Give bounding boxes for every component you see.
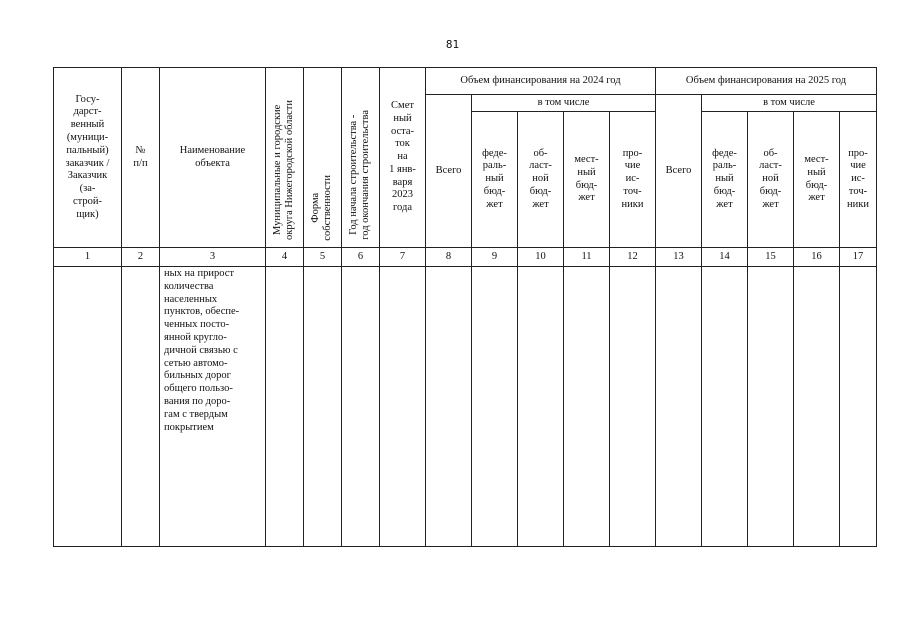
header-other-2025: про- чие ис- точ- ники xyxy=(840,112,877,248)
column-number: 14 xyxy=(702,248,748,267)
column-number: 1 xyxy=(54,248,122,267)
header-total-2024: Всего xyxy=(426,95,472,248)
column-number: 8 xyxy=(426,248,472,267)
column-number: 13 xyxy=(656,248,702,267)
cell-other-2024 xyxy=(610,267,656,547)
column-number: 9 xyxy=(472,248,518,267)
column-number: 2 xyxy=(122,248,160,267)
header-object-name: Наименование объекта xyxy=(160,68,266,248)
header-including-2025: в том числе xyxy=(702,95,877,112)
column-number: 12 xyxy=(610,248,656,267)
header-years: Год начала строительства - год окончания строительства xyxy=(342,68,380,248)
column-number: 16 xyxy=(794,248,840,267)
header-customer: Госу- дарст- венный (муници- пальный) заказчик / Заказчик (за- строй- щик) xyxy=(54,68,122,248)
cell-other-2025 xyxy=(840,267,877,547)
column-number: 11 xyxy=(564,248,610,267)
header-regional-2025: об- ласт- ной бюд- жет xyxy=(748,112,794,248)
header-local-2024: мест- ный бюд- жет xyxy=(564,112,610,248)
cell-municipality xyxy=(266,267,304,547)
cell-customer xyxy=(54,267,122,547)
header-regional-2024: об- ласт- ной бюд- жет xyxy=(518,112,564,248)
header-total-2025: Всего xyxy=(656,95,702,248)
header-financing-2025: Объем финансирования на 2025 год xyxy=(656,68,877,95)
header-number: № п/п xyxy=(122,68,160,248)
page-number: 81 xyxy=(445,38,460,51)
column-number: 15 xyxy=(748,248,794,267)
cell-object-name: ных на прирост количества населенных пунктов, обеспе- ченных посто- янной кругло- дичной связью с сетью автомо- бильных дорог общего пользо- вания по доро- гам с твердым покрытием xyxy=(160,267,266,547)
header-municipality: Муниципальные и городские округа Нижегородской области xyxy=(266,68,304,248)
cell-regional-2025 xyxy=(748,267,794,547)
cell-ownership xyxy=(304,267,342,547)
cell-local-2025 xyxy=(794,267,840,547)
cell-total-2024 xyxy=(426,267,472,547)
header-local-2025: мест- ный бюд- жет xyxy=(794,112,840,248)
cell-number xyxy=(122,267,160,547)
header-other-2024: про- чие ис- точ- ники xyxy=(610,112,656,248)
column-number: 17 xyxy=(840,248,877,267)
column-number: 3 xyxy=(160,248,266,267)
cell-total-2025 xyxy=(656,267,702,547)
column-number: 6 xyxy=(342,248,380,267)
header-including-2024: в том числе xyxy=(472,95,656,112)
column-number: 5 xyxy=(304,248,342,267)
column-number: 10 xyxy=(518,248,564,267)
column-number: 4 xyxy=(266,248,304,267)
table-row xyxy=(54,267,877,547)
cell-regional-2024 xyxy=(518,267,564,547)
header-federal-2024: феде- раль- ный бюд- жет xyxy=(472,112,518,248)
column-number-row xyxy=(54,248,877,267)
column-number: 7 xyxy=(380,248,426,267)
header-ownership: Форма собственности xyxy=(304,68,342,248)
header-federal-2025: феде- раль- ный бюд- жет xyxy=(702,112,748,248)
cell-years xyxy=(342,267,380,547)
financing-table xyxy=(53,67,877,547)
cell-federal-2024 xyxy=(472,267,518,547)
cell-federal-2025 xyxy=(702,267,748,547)
cell-local-2024 xyxy=(564,267,610,547)
header-estimate: Смет ный оста- ток на 1 янв- варя 2023 года xyxy=(380,68,426,248)
cell-estimate xyxy=(380,267,426,547)
header-financing-2024: Объем финансирования на 2024 год xyxy=(426,68,656,95)
